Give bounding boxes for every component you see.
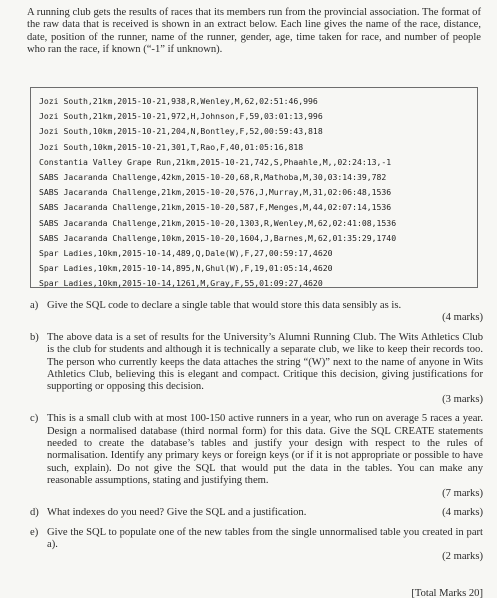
question-marks: (3 marks) [442,393,483,405]
intro-paragraph: A running club gets the results of races that its members run from the provincial association. The format of the raw data that is received is shown in an extract below. Each line gives the name of the race, distance, date, position of the runner, name of the runner, gender, age, time taken for race, and number of people who ran the race, if known (“-1” if unknown). [27,7,481,56]
question-label: d) [30,507,39,519]
data-line: Spar Ladies,10km,2015-10-14,1261,M,Gray,F,55,01:09:27,4620 [39,278,323,289]
data-line: SABS Jacaranda Challenge,21km,2015-10-20,1303,R,Wenley,M,62,02:41:08,1536 [39,217,397,228]
question-b [27,332,483,406]
question-a [27,300,483,325]
question-e [27,527,483,564]
question-label: a) [30,300,39,311]
data-line: Jozi South,10km,2015-10-21,204,N,Bontley,F,52,00:59:43,818 [39,126,323,137]
data-line: SABS Jacaranda Challenge,42km,2015-10-20,68,R,Mathoba,M,30,03:14:39,782 [39,172,387,183]
question-list [27,300,483,571]
question-c [27,413,483,500]
question-text: This is a small club with at most 100-150 active runners in a year, who run on average 5 races a year. Design a normalised database (third normal form) for this data. Give the SQL CREATE statements needed to create the database’s tables and justify your design with respect to the rules of normalisation. Identify any primary keys or foreign keys (or if it is not appropriate or possible to have such, explain). Do not give the SQL that would put the data in the tables. You can make any reasonable assumptions, stating and justifying them. [47,413,483,487]
question-text: What indexes do you need? Give the SQL and a justification. [47,507,307,519]
data-line: Jozi South,21km,2015-10-21,938,R,Wenley,M,62,02:51:46,996 [39,96,318,106]
data-line: SABS Jacaranda Challenge,10km,2015-10-20,1604,J,Barnes,M,62,01:35:29,1740 [39,232,397,243]
question-text: The above data is a set of results for the University’s Alumni Running Club. The Wits Athletics Club is the club for students and although it is technically a separate club, we like to keep their records too. The person who currently keeps the data attaches the string “(W)” next to the name of anyone in Wits Athletics Club, believing this is elegant and compact. Critique this decision, giving justifications for supporting or opposing this decision. [47,331,483,393]
raw-data-extract-box [30,87,478,288]
question-label: b) [30,331,39,343]
data-line: Jozi South,10km,2015-10-21,301,T,Rao,F,40,01:05:16,818 [39,141,304,152]
question-label: e) [30,526,39,538]
question-marks: (7 marks) [442,487,483,499]
question-marks: (4 marks) [442,507,483,519]
question-label: c) [30,413,39,425]
data-line: SABS Jacaranda Challenge,21km,2015-10-20,587,F,Menges,M,44,02:07:14,1536 [39,202,392,213]
data-line: SABS Jacaranda Challenge,21km,2015-10-20,576,J,Murray,M,31,02:06:48,1536 [39,187,392,198]
question-d [27,507,483,519]
data-line: Spar Ladies,10km,2015-10-14,895,N,Ghul(W),F,19,01:05:14,4620 [39,263,333,274]
question-text: Give the SQL code to declare a single table that would store this data sensibly as is. [47,300,402,311]
total-marks: [Total Marks 20] [411,588,483,598]
data-line: Constantia Valley Grape Run,21km,2015-10-21,742,S,Phaahle,M,,02:24:13,-1 [39,156,392,167]
data-line: Jozi South,21km,2015-10-21,972,H,Johnson,F,59,03:01:13,996 [39,111,323,122]
question-marks: (2 marks) [442,551,483,563]
question-text: Give the SQL to populate one of the new tables from the single unnormalised table you created in part a). [47,526,483,550]
data-line: Spar Ladies,10km,2015-10-14,489,Q,Dale(W),F,27,00:59:17,4620 [39,248,333,259]
question-marks: (4 marks) [442,312,483,324]
